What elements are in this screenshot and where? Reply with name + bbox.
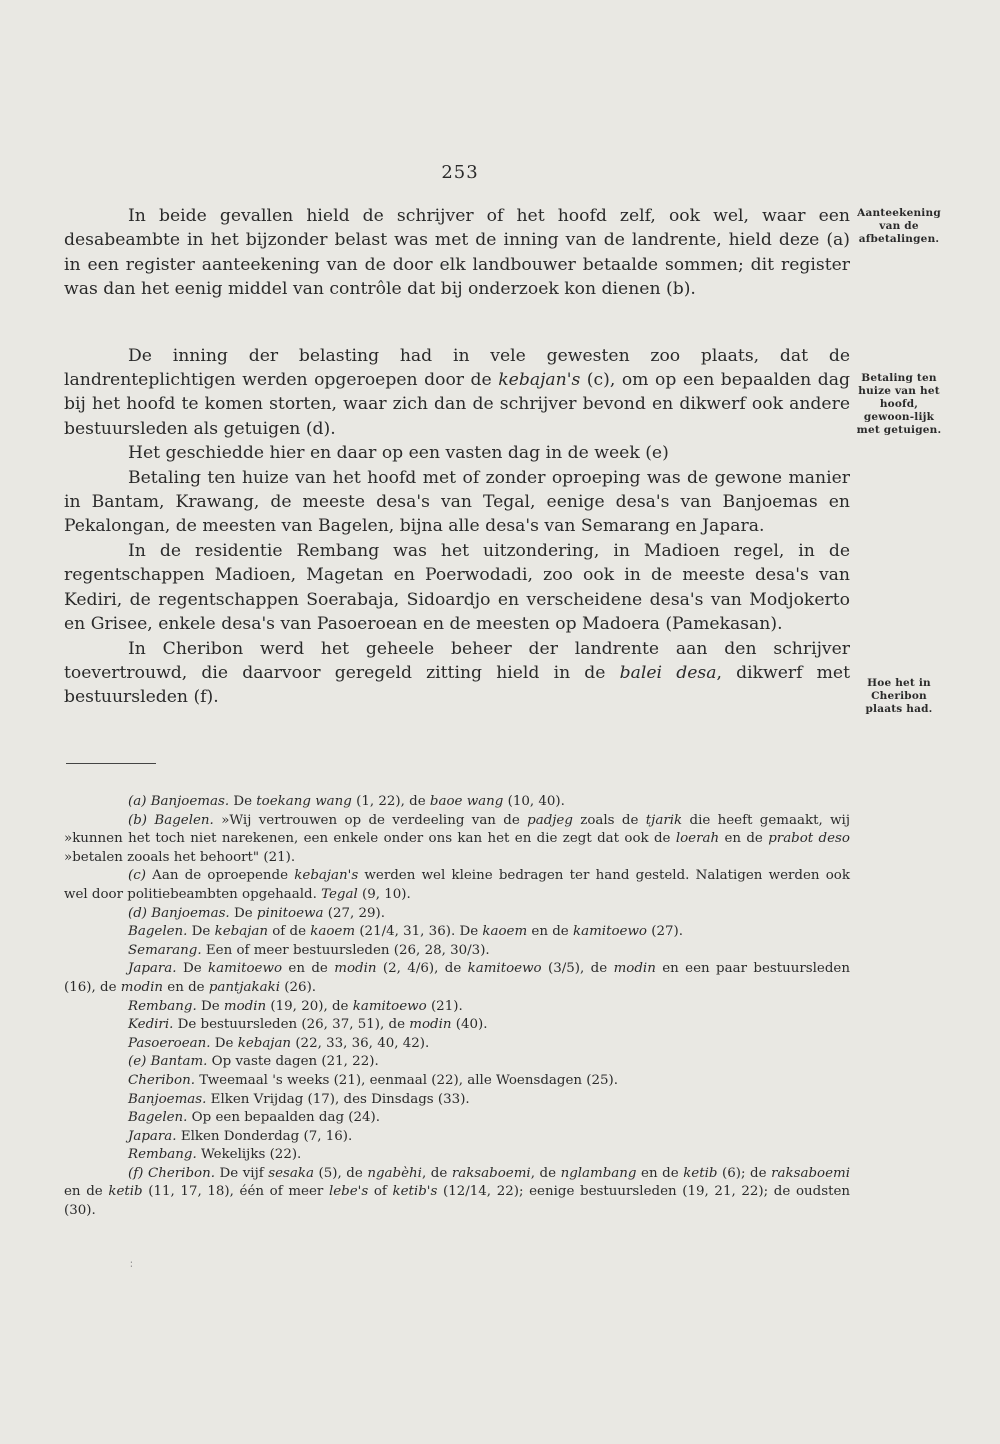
footnote-e-cheribon: Cheribon. Tweemaal 's weeks (21), eenmaal (22), alle Woensdagen (25). [128, 1072, 619, 1088]
footnote-f: (f) Cheribon. De vijf sesaka (5), de ngabèhi, de raksaboemi, de nglambang en de ketib (6); de raksaboemi en de ketib (11, 17, 18), één of meer lebe's of ketib's (12/14, 22); eenige bestuursleden (19, 21, 22); de oudsten (30). [64, 1165, 851, 1219]
footnote-d-japara: Japara. De kamitoewo en de modin (2, 4/6), de kamitoewo (3/5), de modin en een paar bestuursleden (16), de modin en de pantjakaki (26). [64, 961, 850, 995]
printer-mark-icon: ∶ [130, 1258, 133, 1271]
footnote-e-japara: Japara. Elken Donderdag (7, 16). [128, 1128, 353, 1144]
footnote-d-semarang: Semarang. Een of meer bestuursleden (26, 28, 30/3). [128, 942, 490, 958]
footnote-e-rembang: Rembang. Wekelijks (22). [128, 1147, 302, 1163]
margin-note-aanteekening: Aanteekening van de afbetalingen. [857, 207, 941, 245]
footnote-d-kediri: Kediri. De bestuursleden (26, 37, 51), de modin (40). [128, 1017, 488, 1033]
footnote-e-banjoemas: Banjoemas. Elken Vrijdag (17), des Dinsdags (33). [128, 1091, 470, 1107]
margin-note-cheribon: Hoe het in Cheribon plaats had. [865, 677, 933, 715]
footnote-e-bagelen: Bagelen. Op een bepaalden dag (24). [128, 1110, 381, 1126]
footnote-d-bagelen: Bagelen. De kebajan of de kaoem (21/4, 31, 36). De kaoem en de kamitoewo (27). [128, 924, 683, 940]
footnote-b: (b) Bagelen. »Wij vertrouwen op de verdeeling van de padjeg zoals de tjarik die heeft gemaakt, wij »kunnen het toch niet narekenen, een enkele onder ons kan het en die zegt dat ook de loerah en de prabot deso »betalen zooals het behoort" (21). [64, 812, 850, 865]
footnotes [64, 793, 850, 1221]
paragraph-1: In beide gevallen hield de schrijver of het hoofd zelf, ook wel, waar een desabeambte in het bijzonder belast was met de inning van de landrente, hield deze (a) in een register aanteekening van de door elk landbouwer betaalde sommen; dit register was dan het eenig middel van contrôle dat bij onderzoek kon dienen (b). [64, 206, 850, 300]
main-text [64, 204, 850, 710]
footnote-d: (d) Banjoemas. De pinitoewa (27, 29). [128, 905, 386, 921]
footnote-d-pasoeroean: Pasoeroean. De kebajan (22, 33, 36, 40, 42). [128, 1035, 430, 1051]
footnote-e: (e) Bantam. Op vaste dagen (21, 22). [128, 1054, 379, 1070]
paragraph-5: In de residentie Rembang was het uitzondering, in Madioen regel, in de regentschappen Madioen, Magetan en Poerwodadi, zoo ook in de meeste desa's van Kediri, de regentschappen Soerabaja, Sidoardjo en verscheidene desa's van Modjokerto en Grisee, enkele desa's van Pasoeroean en de meesten op Madoera (Pamekasan). [64, 540, 850, 635]
paragraph-2: De inning der belasting had in vele gewesten zoo plaats, dat de landrenteplichtigen werden opgeroepen door de kebajan's (c), om op een bepaalden dag bij het hoofd te komen storten, waar zich dan de schrijver bevond en dikwerf ook andere bestuursleden als getuigen (d). [64, 345, 850, 439]
footnote-a: (a) Banjoemas. De toekang wang (1, 22), de baoe wang (10, 40). [128, 794, 565, 809]
footnote-d-rembang: Rembang. De modin (19, 20), de kamitoewo (21). [128, 998, 463, 1014]
footnote-c: (c) Aan de oproepende kebajan's werden wel kleine bedragen ter hand gesteld. Nalatigen werden ook wel door politiebeambten opgehaald. Tegal (9, 10). [64, 868, 850, 902]
paragraph-4: Betaling ten huize van het hoofd met of zonder oproeping was de gewone manier in Bantam, Krawang, de meeste desa's van Tegal, eenige desa's van Banjoemas en Pekalongan, de meesten van Bagelen, bijna alle desa's van Semarang en Japara. [64, 467, 850, 537]
paragraph-3: Het geschiedde hier en daar op een vasten dag in de week (e) [128, 443, 669, 464]
margin-note-betaling: Betaling ten huize van het hoofd, gewoon-lijk met getuigen. [856, 372, 942, 436]
paragraph-6: In Cheribon werd het geheele beheer der landrente aan den schrijver toevertrouwd, die daarvoor geregeld zitting hield in de balei desa, dikwerf met bestuursleden (f). [64, 638, 850, 708]
footnote-divider [66, 763, 156, 764]
page-number: 253 [441, 162, 479, 183]
